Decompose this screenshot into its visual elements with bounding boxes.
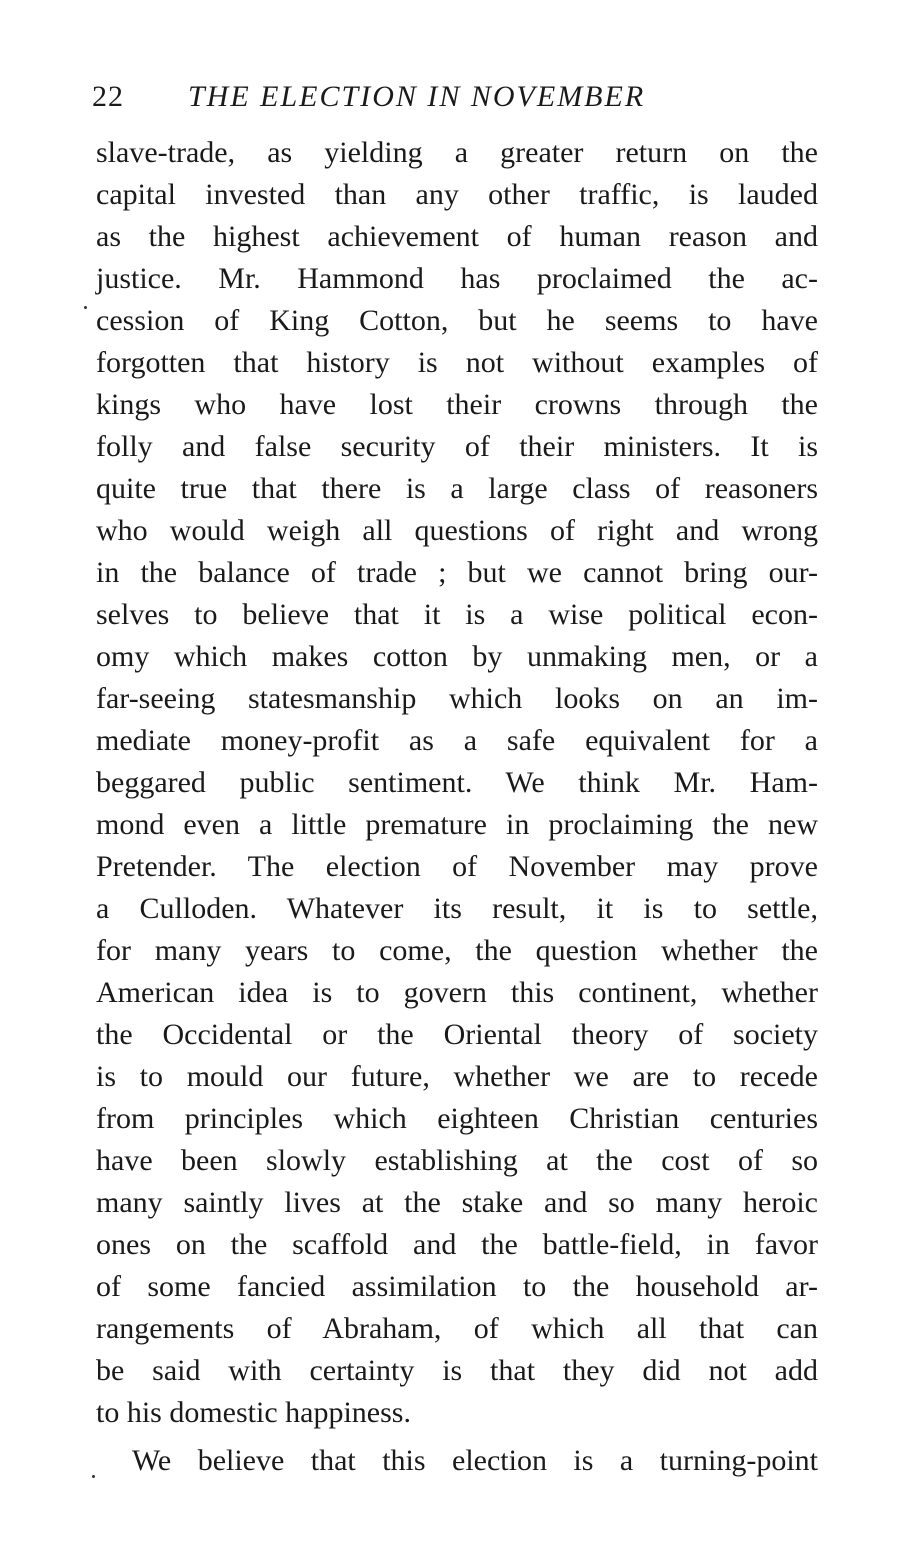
text-line: quite true that there is a large class of reasoners <box>96 472 818 505</box>
margin-speck <box>92 1475 95 1478</box>
text-line: far-seeing statesmanship which looks on an im- <box>96 682 818 715</box>
margin-speck <box>84 306 87 309</box>
text-line: who would weigh all questions of right and wrong <box>96 514 818 547</box>
text-line: selves to believe that it is a wise political econ- <box>96 598 818 631</box>
text-line: to his domestic happiness. <box>96 1396 411 1429</box>
text-line: the Occidental or the Oriental theory of society <box>96 1018 818 1051</box>
text-line: many saintly lives at the stake and so many heroic <box>96 1186 818 1219</box>
paragraph-2 <box>96 1440 818 1482</box>
text-line: have been slowly establishing at the cost of so <box>96 1144 818 1177</box>
text-line: beggared public sentiment. We think Mr. Ham- <box>96 766 818 799</box>
text-line: American idea is to govern this continent, whether <box>96 976 818 1009</box>
text-line: for many years to come, the question whether the <box>96 934 818 967</box>
body-text <box>96 132 818 1482</box>
text-line: justice. Mr. Hammond has proclaimed the ac- <box>96 262 818 295</box>
text-line: kings who have lost their crowns through the <box>96 388 818 421</box>
text-line: cession of King Cotton, but he seems to have <box>96 304 818 337</box>
text-line: of some fancied assimilation to the household ar- <box>96 1270 818 1303</box>
text-line: from principles which eighteen Christian centuries <box>96 1102 818 1135</box>
text-line: slave-trade, as yielding a greater return on the <box>96 136 818 169</box>
text-line: We believe that this election is a turning-point <box>132 1444 818 1477</box>
text-line: forgotten that history is not without examples of <box>96 346 818 379</box>
text-line: mediate money-profit as a safe equivalent for a <box>96 724 818 757</box>
text-line: mond even a little premature in proclaiming the new <box>96 808 818 841</box>
text-line: be said with certainty is that they did not add <box>96 1354 818 1387</box>
text-line: Pretender. The election of November may prove <box>96 850 818 883</box>
text-line: omy which makes cotton by unmaking men, or a <box>96 640 818 673</box>
paragraph-1 <box>96 132 818 1434</box>
running-header <box>92 78 812 116</box>
text-line: in the balance of trade ; but we cannot bring our- <box>96 556 818 589</box>
text-line: ones on the scaffold and the battle-field, in favor <box>96 1228 818 1261</box>
text-line: folly and false security of their ministers. It is <box>96 430 818 463</box>
text-line: is to mould our future, whether we are to recede <box>96 1060 818 1093</box>
running-title: THE ELECTION IN NOVEMBER <box>188 80 646 113</box>
page-number: 22 <box>92 80 124 113</box>
text-line: rangements of Abraham, of which all that can <box>96 1312 818 1345</box>
text-line: a Culloden. Whatever its result, it is to settle, <box>96 892 818 925</box>
text-line: as the highest achievement of human reason and <box>96 220 818 253</box>
text-line: capital invested than any other traffic, is lauded <box>96 178 818 211</box>
